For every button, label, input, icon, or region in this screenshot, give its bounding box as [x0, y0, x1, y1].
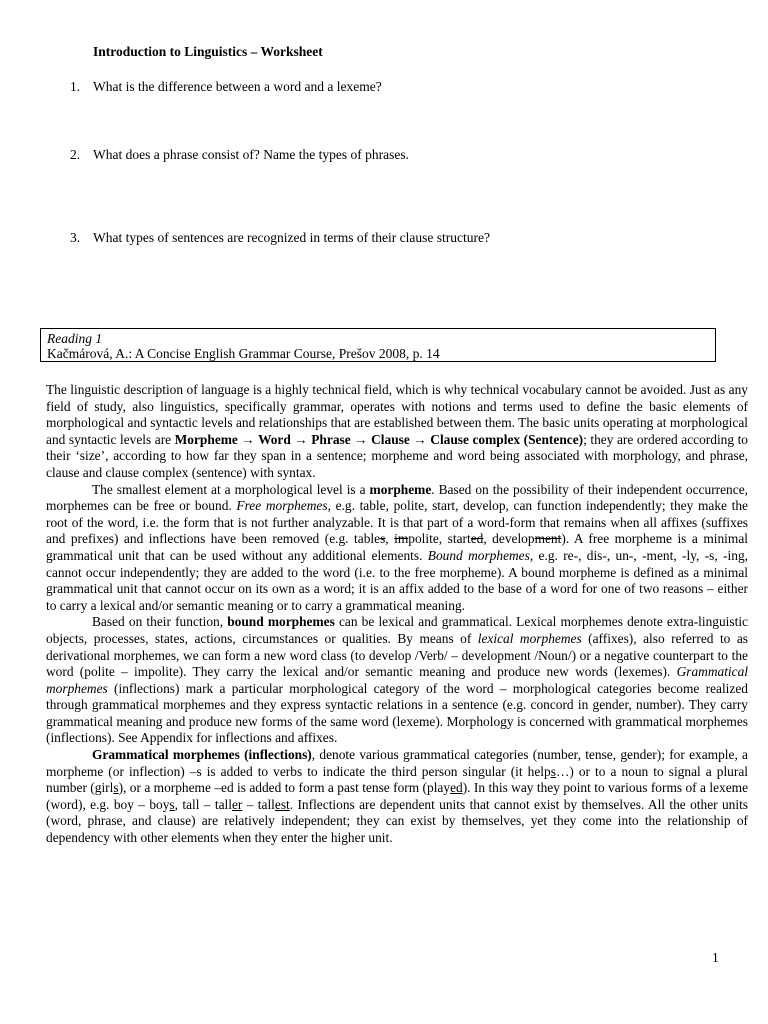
paragraph-3: [46, 614, 748, 747]
p3-term-grammatical-morphemes: Grammatical morphemes: [46, 664, 748, 696]
reading-title: Reading 1: [47, 331, 103, 346]
question-3-number: 3.: [70, 230, 81, 245]
question-1-text: What is the difference between a word and a lexeme?: [93, 79, 382, 94]
p2-strike-im: im: [394, 531, 409, 547]
p4-underline-ed: ed: [450, 780, 463, 796]
p4-underline-s-boys: s: [169, 796, 175, 812]
paragraph-4: [46, 747, 748, 847]
p4-text-d: ). In this way they point to various forms of a lexeme (word), e.g. boy – boy: [46, 780, 749, 812]
p4-underline-er: er: [231, 796, 243, 812]
p4-underline-s-helps: s: [550, 763, 556, 779]
p2-strike-ed: ed: [470, 531, 484, 547]
p2-text-h: , e.g. re-, dis-, un-, -ment, -ly, -s, -ing, cannot occur independently; they are added to the word (i.e. to the free morpheme). A bound morpheme is defined as a minimal grammatical unit that cannot occur on its own as a word; it is an affix added to the base of a word for one of two reasons – either to carry a lexical and/or semantic meaning or to carry a grammatical meaning.: [46, 547, 748, 613]
p2-text-c: , e.g. table, polite, start, develop, can function independently; they make the root of the word, i.e. the form that is not further analyzable. It is that part of a word-form that remains when all affixes (suffixes and prefixes) and inflections have been removed (e.g. table: [46, 498, 748, 547]
question-3: [70, 230, 490, 246]
p3-text-a: Based on their function,: [92, 614, 228, 630]
question-1-number: 1.: [70, 79, 81, 94]
page-number: 1: [712, 950, 719, 965]
question-2: [70, 147, 409, 163]
p4-text-b: …) or to a noun to signal a plural number (girl: [46, 763, 748, 796]
p2-term-free-morphemes: Free morphemes: [236, 498, 328, 514]
p4-text-c: ), or a morpheme –ed is added to form a past tense form (play: [118, 780, 451, 796]
p2-text-g: ). A free morpheme is a minimal grammatical unit that can be used without any additional elements.: [46, 531, 748, 563]
question-2-text: What does a phrase consist of? Name the types of phrases.: [93, 147, 410, 162]
p2-term-morpheme: morpheme: [369, 481, 432, 497]
p1-unit-hierarchy: Morpheme → Word → Phrase → Clause → Clause complex (Sentence): [174, 431, 584, 447]
p1-text-a: The linguistic description of language is a highly technical field, which is why technical vocabulary cannot be avoided. Just as any field of study, also linguistics, specifically grammar, operates with notions and terms used to define the basic elements of morphological and syntactic levels and relationships that are established between them. The basic units operating at morphological and syntactic levels are: [46, 382, 748, 447]
reading-source: Kačmárová, A.: A Concise English Grammar Course, Prešov 2008, p. 14: [47, 346, 440, 361]
p2-text-f: , develop: [483, 531, 535, 547]
p2-text-d: ,: [385, 531, 395, 547]
question-3-text: What types of sentences are recognized in terms of their clause structure?: [93, 230, 490, 245]
p2-strike-ment: ment: [534, 531, 562, 547]
p2-term-bound-morphemes: Bound morphemes: [427, 547, 530, 563]
question-2-number: 2.: [70, 147, 81, 162]
p4-text-a: , denote various grammatical categories (number, tense, gender); for example, a morpheme (or inflection) –s is added to verbs to indicate the third person singular (it help: [46, 747, 749, 779]
paragraph-1: [46, 382, 748, 482]
p2-strike-s: s: [380, 531, 386, 547]
p3-text-b: can be lexical and grammatical. Lexical morphemes denote extra-linguistic objects, processes, states, actions, circumstances or qualities. By means of: [46, 614, 748, 646]
p4-text-e: , tall – tall: [174, 796, 232, 812]
p2-text-a: The smallest element at a morphological level is a: [92, 481, 370, 497]
p3-term-bound-morphemes: bound morphemes: [227, 614, 335, 630]
worksheet-title: Introduction to Linguistics – Worksheet: [93, 44, 323, 59]
p1-text-b: ; they are ordered according to their ‘size’, according to how far they span in a sentence; morpheme and word being associated with morphology, and phrase, clause and clause complex (sentence) with syntax.: [46, 431, 748, 480]
reading-source-box: [40, 328, 716, 362]
p4-term-inflections: Grammatical morphemes (inflections): [92, 747, 312, 763]
p4-underline-est: est: [274, 796, 290, 812]
reading-body: [46, 382, 748, 847]
p2-text-e: polite, start: [408, 531, 471, 547]
paragraph-2: [46, 482, 748, 615]
p2-text-b: . Based on the possibility of their independent occurrence, morphemes can be free or bound.: [46, 481, 748, 514]
p4-underline-s-girls: s: [113, 780, 119, 796]
p4-text-g: . Inflections are dependent units that cannot exist by themselves. All the other units (word, phrase, and clause) are relatively independent; they can exist by themselves, yet they come into the relationship of dependency with other elements when they enter the higher unit.: [46, 796, 749, 846]
question-1: [70, 79, 382, 95]
p3-text-c: (affixes), also referred to as derivational morphemes, we can form a new word class (to develop /Verb/ – development /Noun/) or a negative counterpart to the word (polite – impolite). They carry the lexical and/or semantic meaning and produce new words (lexemes).: [46, 630, 748, 680]
p3-text-d: (inflections) mark a particular morphological category of the word – morphological categories become realized through grammatical morphemes and they express syntactic relations in a sentence (e.g. concord in gender, number). They carry grammatical meaning and produce new forms of the same word (lexeme). Morphology is concerned with grammatical morphemes (inflections). See Appendix for inflections and affixes.: [46, 680, 748, 746]
p3-term-lexical-morphemes: lexical morphemes: [477, 630, 582, 646]
p4-text-f: – tall: [242, 796, 275, 812]
